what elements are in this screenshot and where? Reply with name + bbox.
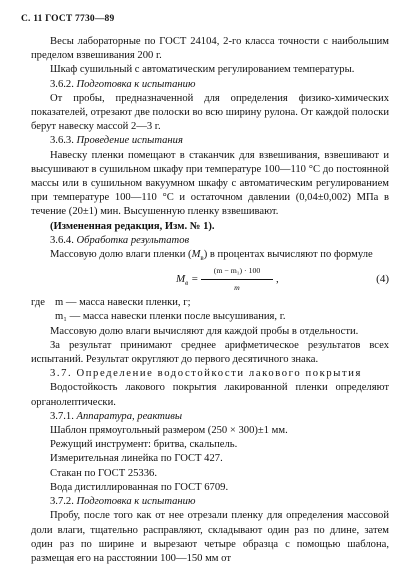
section-3-7: 3.7. Определение водостойкости лакового покрытия xyxy=(50,368,362,380)
section-number: 3.7.2. xyxy=(50,496,74,508)
section-3-7-1 xyxy=(31,410,389,424)
section-title: Проведение испытания xyxy=(76,135,183,147)
page-header: С. 11 ГОСТ 7730—89 xyxy=(21,14,115,24)
paragraph-oven: Шкаф сушильный с автоматическим регулированием температуры. xyxy=(50,64,355,76)
where-line-2: m₁ — масса навески пленки после высушивания, г. xyxy=(55,311,286,323)
formula-4: $M_в$ = $\frac{\text{(m − m₁) · 100}}{m}$ , (4) xyxy=(31,264,389,294)
section-number: 3.7.1. xyxy=(50,410,74,422)
symbol-mass-moisture: M xyxy=(191,249,201,261)
item-cutting-tool: Режущий инструмент: бритва, скальпель. xyxy=(50,439,238,451)
paragraph-procedure: Навеску пленки помещают в стаканчик для взвешивания, взвешивают и высушивают в сушильном шкафу при температуре 100—110 °С до постоянной массы или в сушильном вакуумном шкафу с автоматическим регулированием при температуре 100—110 °С и остаточном давлении (0,04±0,002) МПа в течение (20±1) мин. Высушенную пленку взвешивают. xyxy=(31,149,389,218)
paragraph-sample-cutting: Пробу, после того как от нее отрезали пленку для определения массовой доли влаги, тщательно расправляют, складывают один раз по длине, затем один раз по ширине и вырезают четыре образца с помощью шаблона, размещая его на расстоянии 100—150 мм от xyxy=(31,510,389,564)
item-glass: Стакан по ГОСТ 25336. xyxy=(50,467,157,479)
formula-numerator: (m − m₁) · 100 xyxy=(201,264,273,280)
section-title: Обработка результатов xyxy=(76,234,190,246)
item-ruler: Измерительная линейка по ГОСТ 427. xyxy=(50,453,223,465)
paragraph-result: За результат принимают среднее арифметическое результатов всех испытаний. Результат округляют до первого десятичного знака. xyxy=(31,339,389,366)
paragraph-each-sample: Массовую долю влаги вычисляют для каждой пробы в отдельности. xyxy=(50,325,359,337)
section-number: 3.6.3. xyxy=(50,135,74,147)
formula-number: (4) xyxy=(376,273,389,286)
section-number: 3.6.4. xyxy=(50,234,74,246)
paragraph-sample-prep: От пробы, предназначенной для определения физико-химических показателей, отрезают две полоски во всю ширину рулона. От каждой полоски берут навеску массой 2—3 г. xyxy=(31,92,389,133)
section-number: 3.6.2. xyxy=(50,78,74,90)
item-water: Вода дистиллированная по ГОСТ 6709. xyxy=(50,481,229,493)
paragraph-formula-intro: Массовую долю влаги пленки $(M_в)$ в процентах вычисляют по формуле xyxy=(50,249,373,263)
formula-lhs: $M_в$ = xyxy=(176,273,199,288)
paragraph-water-resistance: Водостойкость лакового покрытия лакированной пленки определяют органолептически. xyxy=(31,382,389,408)
section-title: Подготовка к испытанию xyxy=(76,496,196,508)
formula-denominator: m xyxy=(234,283,240,293)
amendment-note: (Измененная редакция, Изм. № 1). xyxy=(50,220,215,232)
section-title: Аппаратура, реактивы xyxy=(76,410,182,422)
section-3-6-2 xyxy=(31,78,389,92)
item-template: Шаблон прямоугольный размером (250 × 300)±1 мм. xyxy=(50,425,288,437)
section-title: Подготовка к испытанию xyxy=(76,78,196,90)
section-3-7-2 xyxy=(31,495,389,509)
paragraph-scales: Весы лабораторные по ГОСТ 24104, 2-го класса точности с наибольшим пределом взвешивания 200 г. xyxy=(31,36,389,62)
where-line-1: где m — масса навески пленки, г; xyxy=(31,297,191,309)
document-body xyxy=(31,35,389,566)
section-3-6-3 xyxy=(31,134,389,148)
section-3-6-4 xyxy=(31,234,389,248)
formula-fraction xyxy=(201,264,273,295)
